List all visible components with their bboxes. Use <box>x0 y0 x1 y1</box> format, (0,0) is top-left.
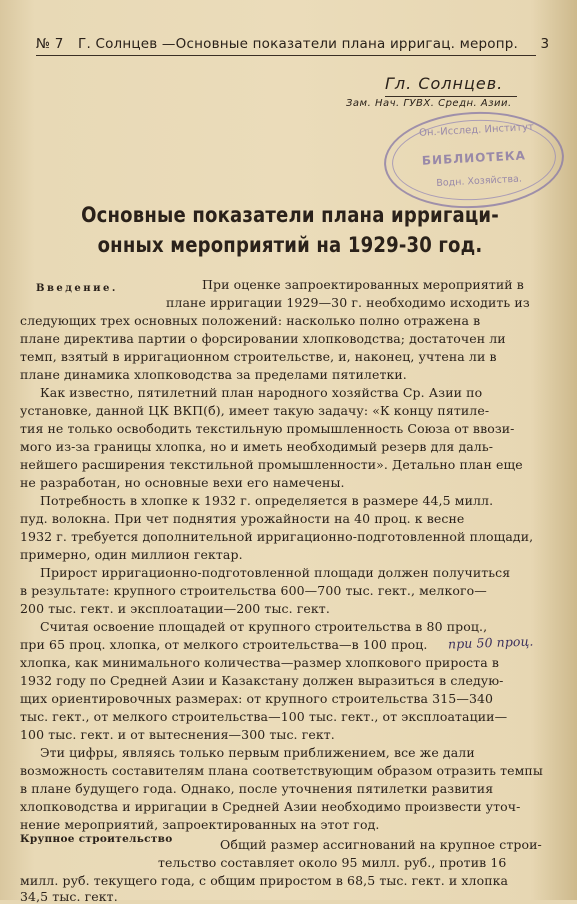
issue-number: № 7 <box>36 36 64 52</box>
body-line: мого из-за границы хлопка, но и иметь необходимый резерв для даль- <box>20 439 494 454</box>
running-head <box>36 36 550 56</box>
body-line: Общий размер ассигнований на крупное строи- <box>220 837 542 852</box>
body-line: в результате: крупного строительства 600—700 тыс. гект., мелкого— <box>20 583 487 598</box>
body-line: не разработан, но основные вехи его намечены. <box>20 475 345 490</box>
body-line: плане динамика хлопководства за пределами пятилетки. <box>20 367 407 382</box>
body-line: Считая освоение площадей от крупного строительства в 80 проц., <box>40 619 488 634</box>
stamp-bottom-text: Водн. Хозяйства. <box>436 173 523 189</box>
body-line: Потребность в хлопке к 1932 г. определяется в размере 44,5 милл. <box>40 493 494 508</box>
body-line: щих ориентировочных размерах: от крупного строительства 315—340 <box>20 691 494 706</box>
body-line: в плане будущего года. Однако, после уточнения пятилетки развития <box>20 781 494 796</box>
body-line: 100 тыс. гект. и от вытеснения—300 тыс. гект. <box>20 727 335 742</box>
body-line: милл. руб. текущего года, с общим приростом в 68,5 тыс. гект. и хлопка <box>20 873 509 888</box>
body-line: плане ирригации 1929—30 г. необходимо исходить из <box>166 295 530 310</box>
body-line: возможность составителям плана соответствующим образом отразить темпы <box>20 763 543 778</box>
body-line: Прирост ирригационно-подготовленной площади должен получиться <box>40 565 511 580</box>
body-line: нейшего расширения текстильной промышленности». Детально план еще <box>20 457 523 472</box>
body-line: при 65 проц. хлопка, от мелкого строительства—в 100 проц. <box>20 637 428 652</box>
handwritten-note: при 50 проц. <box>447 633 534 652</box>
body-line: тельство составляет около 95 милл. руб., против 16 <box>158 855 507 870</box>
body-line: хлопка, как минимального количества—размер хлопкового прироста в <box>20 655 499 670</box>
title-line-2: онных мероприятий на 1929-30 год. <box>97 233 483 257</box>
body-line: установке, данной ЦК ВКП(б), имеет такую задачу: «К концу пятиле- <box>20 403 490 418</box>
running-head-text: Г. Солнцев —Основные показатели плана ирригац. меропр. <box>78 36 518 52</box>
library-stamp <box>382 107 567 212</box>
body-line: Эти цифры, являясь только первым приближением, все же дали <box>40 745 475 760</box>
body-line: примерно, один миллион гектар. <box>20 547 243 562</box>
body-line: плане директива партии о форсировании хлопководства; достаточен ли <box>20 331 506 346</box>
body-line: 1932 году по Средней Азии и Казакстану должен выразиться в следую- <box>20 673 504 688</box>
side-heading-intro: Введение. <box>36 283 118 294</box>
body-line: Как известно, пятилетний план народного хозяйства Ср. Азии по <box>40 385 483 400</box>
author-position: Зам. Нач. ГУВХ. Средн. Азии. <box>346 98 512 109</box>
body-line: тия не только освободить текстильную промышленность Союза от ввози- <box>20 421 515 436</box>
body-line: тыс. гект., от мелкого строительства—100 тыс. гект., от эксплоатации— <box>20 709 508 724</box>
author-name: Гл. Солнцев. <box>385 74 517 97</box>
body-line: темп, взятый в ирригационном строительстве, и, наконец, учтена ли в <box>20 349 497 364</box>
stamp-top-text: Он.-Исслед. Институт <box>418 121 535 139</box>
side-heading-capital: Крупное строительство <box>20 833 173 845</box>
body-line: 1932 г. требуется дополнительной ирригационно-подготовленной площади, <box>20 529 534 544</box>
page-number: 3 <box>540 36 550 52</box>
title-line-1: Основные показатели плана ирригаци- <box>81 203 499 227</box>
body-line: пуд. волокна. При чет поднятия урожайности на 40 проц. к весне <box>20 511 465 526</box>
body-line: следующих трех основных положений: насколько полно отражена в <box>20 313 481 328</box>
body-line: При оценке запроектированных мероприятий в <box>202 277 524 292</box>
body-line: хлопководства и ирригации в Средней Азии необходимо произвести уточ- <box>20 799 521 814</box>
body-line: 34,5 тыс. гект. <box>20 889 118 904</box>
body-line: нение мероприятий, запроектированных на этот год. <box>20 817 380 832</box>
body-line: 200 тыс. гект. и эксплоатации—200 тыс. гект. <box>20 601 330 616</box>
stamp-center-text: БИБЛИОТЕКА <box>421 148 527 168</box>
article-title <box>58 200 522 260</box>
